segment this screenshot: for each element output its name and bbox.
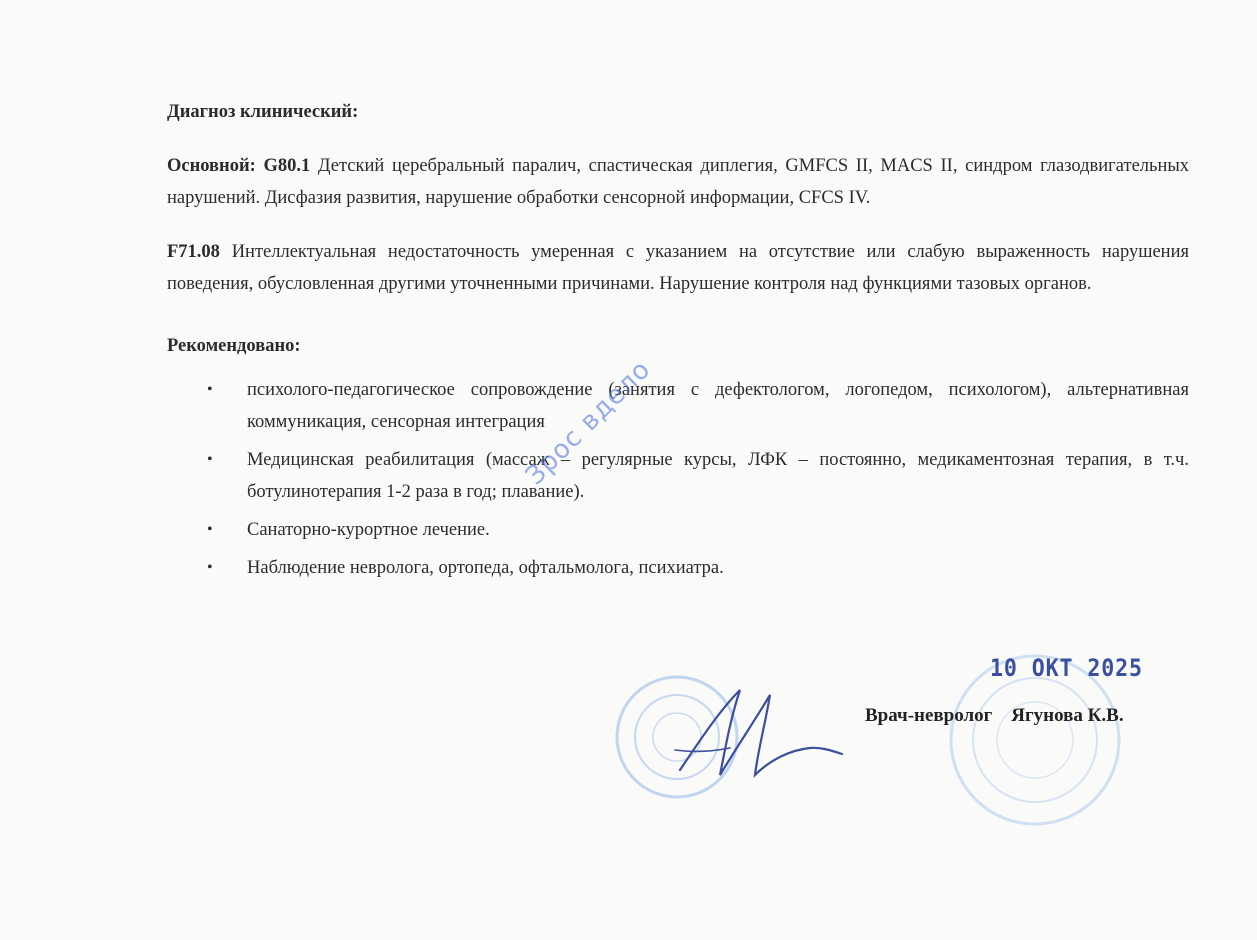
date-stamp: 10 ОКТ 2025: [990, 654, 1143, 682]
document-body: [167, 96, 1189, 590]
recommendations-list: [167, 374, 1189, 584]
secondary-diagnosis-text: Интеллектуальная недостаточность умеренная с указанием на отсутствие или слабую выраженность нарушения поведения, обусловленная другими уточненными причинами. Нарушение контроля над функциями тазовых органов.: [167, 242, 1189, 294]
bullet: •: [207, 559, 213, 576]
signature-name: Ягунова К.В.: [1011, 705, 1124, 726]
signature-block: [865, 705, 1124, 727]
main-diagnosis: [167, 150, 1189, 214]
list-item: • Медицинская реабилитация (массаж – регулярные курсы, ЛФК – постоянно, медикаментозная терапия, в т.ч. ботулинотерапия 1-2 раза в год; плавание).: [167, 444, 1189, 508]
watermark: Зрос вдело: [520, 354, 657, 492]
bullet: •: [207, 521, 213, 538]
main-diagnosis-text: Детский церебральный паралич, спастическая диплегия, GMFCS II, MACS II, синдром глазодвигательных нарушений. Дисфазия развития, нарушение обработки сенсорной информации, CFCS IV.: [167, 156, 1190, 208]
bullet: •: [207, 381, 213, 398]
secondary-diagnosis: [167, 236, 1189, 300]
bullet: •: [207, 451, 213, 468]
list-item: • Санаторно-курортное лечение.: [167, 514, 1189, 546]
list-item: • психолого-педагогическое сопровождение (занятия с дефектологом, логопедом, психологом), альтернативная коммуникация, сенсорная интеграция: [167, 374, 1189, 438]
list-item: • Наблюдение невролога, ортопеда, офтальмолога, психиатра.: [167, 552, 1189, 584]
diagnosis-heading: Диагноз клинический:: [167, 102, 359, 122]
recommended-heading: Рекомендовано:: [167, 336, 301, 356]
signature-title: Врач-невролог: [865, 705, 993, 726]
main-diagnosis-label: Основной:: [167, 156, 256, 176]
signature-scribble: [660, 680, 850, 790]
secondary-diagnosis-code: F71.08: [167, 242, 220, 262]
main-diagnosis-code: G80.1: [263, 156, 311, 176]
